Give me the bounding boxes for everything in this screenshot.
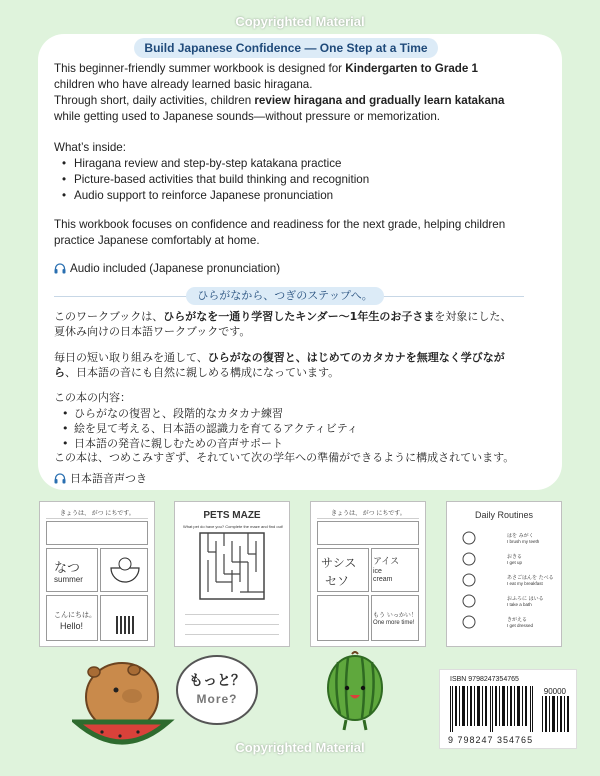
thumb-greet-jp: こんにちは。 (54, 611, 96, 619)
thumb-kana-2: セソ (325, 574, 350, 588)
routine-jp: はを みがく (507, 533, 534, 539)
thumb-sub-word: summer (54, 575, 83, 584)
routine-en: I eat my breakfast (507, 581, 543, 586)
routine-jp: あさごはんを たべる (507, 575, 554, 581)
price-barcode-icon (542, 696, 570, 732)
en-paragraph-1-line-1: This beginner-friendly summer workbook is designed for Kindergarten to Grade 1 (54, 62, 478, 75)
thumb-once-en: One more time! (373, 620, 415, 626)
headphones-icon (54, 473, 66, 484)
bubble-jp: もっと？ (189, 673, 245, 689)
routine-pictures (459, 530, 479, 634)
jp-paragraph-1-line-1: このワークブックは、ひらがなを一通り学習したキンダー〜1年生のお子さまを対象にした、 (54, 310, 512, 323)
watermark-top: Copyrighted Material (235, 14, 365, 29)
thumb-word-en: ice cream (373, 568, 393, 583)
thumb-kana-1: サシス (321, 556, 357, 570)
isbn-price-code: 90000 (543, 687, 566, 696)
thumb-word-jp: アイス (373, 557, 400, 567)
en-paragraph-2-line-1: Through short, daily activities, children review hiragana and gradually learn katakana (54, 94, 505, 107)
en-paragraph-3-line-2: practice Japanese comfortably at home. (54, 234, 260, 247)
isbn-digits: 9 798247 354765 (448, 735, 534, 745)
thumb-once-jp: もう いっかい！ (373, 612, 417, 619)
isbn-label: ISBN 9798247354765 (450, 676, 519, 683)
thumb-maze-subtitle: What pet do have you? Complete the maze and find out! (182, 524, 284, 529)
jp-inside-list (62, 406, 358, 451)
isbn-barcode (439, 669, 577, 749)
jp-paragraph-2-line-1: 毎日の短い取り組みを通して、ひらがなの復習と、はじめてのカタカナを無理なく学びなが (54, 351, 505, 364)
jp-paragraph-1-line-2: 夏休み向けの日本語ワークブックです。 (54, 325, 251, 338)
speech-bubble (176, 655, 258, 725)
en-inside-heading: What’s inside: (54, 141, 126, 154)
list-item: • Picture-based activities that build thinking and recognition (62, 172, 369, 188)
english-title: Build Japanese Confidence — One Step at a Time (134, 38, 438, 58)
watermelon-icon (108, 554, 142, 588)
routine-jp: きがえる (507, 617, 528, 623)
jp-audio-label: 日本語音声つき (70, 472, 147, 485)
routine-en: I brush my teeth (507, 539, 540, 544)
sample-page-2 (174, 501, 290, 647)
jp-inside-heading: この本の内容： (54, 391, 131, 404)
maze-icon (199, 532, 265, 600)
list-item: • 絵を見て考える、日本語の認識力を育てるアクティビティ (62, 421, 358, 436)
en-paragraph-3-line-1: This workbook focuses on confidence and readiness for the next grade, helping children (54, 218, 506, 231)
bubble-en: More? (196, 692, 238, 706)
thumb-header: きょうは、 がつ にちです。 (331, 511, 406, 517)
thumb-greet-en: Hello! (60, 621, 84, 631)
thumb-routines-title: Daily Routines (474, 510, 534, 520)
routine-en: I get up (507, 560, 523, 565)
barcode-icon (450, 686, 534, 732)
en-inside-list (62, 156, 369, 204)
thumb-big-word: なつ (54, 561, 81, 576)
headphones-icon (54, 263, 66, 274)
list-item: • Hiragana review and step-by-step katakana practice (62, 156, 369, 172)
sample-page-1 (39, 501, 155, 647)
list-item: • 日本語の発音に親しむための音声サポート (62, 436, 358, 451)
jp-paragraph-3: この本は、つめこみすぎず、それていて次の学年への準備ができるように構成されています。 (54, 451, 515, 464)
jp-paragraph-2-line-2: ら、日本語の音にも自然に親しめる構成になっています。 (54, 366, 340, 379)
routine-jp: おきる (507, 554, 523, 560)
thumb-maze-title: PETS MAZE (203, 510, 261, 521)
watermark-bottom: Copyrighted Material (235, 740, 365, 755)
routine-jp: おふろに はいる (507, 596, 544, 602)
list-item: • ひらがなの復習と、段階的なカタカナ練習 (62, 406, 358, 421)
en-paragraph-1-line-2: children who have already learned basic hiragana. (54, 78, 313, 91)
japanese-title: ひらがなから、つぎのステップへ。 (186, 287, 384, 305)
routine-en: I take a bath (507, 602, 532, 607)
routine-en: I get dressed (507, 623, 534, 628)
list-item: • Audio support to reinforce Japanese pronunciation (62, 188, 369, 204)
en-audio-note (54, 262, 280, 275)
watermelon-character (324, 650, 386, 732)
en-audio-label: Audio included (Japanese pronunciation) (70, 262, 281, 275)
jp-audio-note (54, 470, 147, 486)
thumb-header: きょうは、 がつ にちです。 (60, 511, 135, 517)
en-paragraph-2-line-2: while getting used to Japanese sounds—without pressure or memorization. (54, 110, 441, 123)
sample-page-3 (310, 501, 426, 647)
qr-code-icon (116, 616, 134, 634)
sample-page-4 (446, 501, 562, 647)
